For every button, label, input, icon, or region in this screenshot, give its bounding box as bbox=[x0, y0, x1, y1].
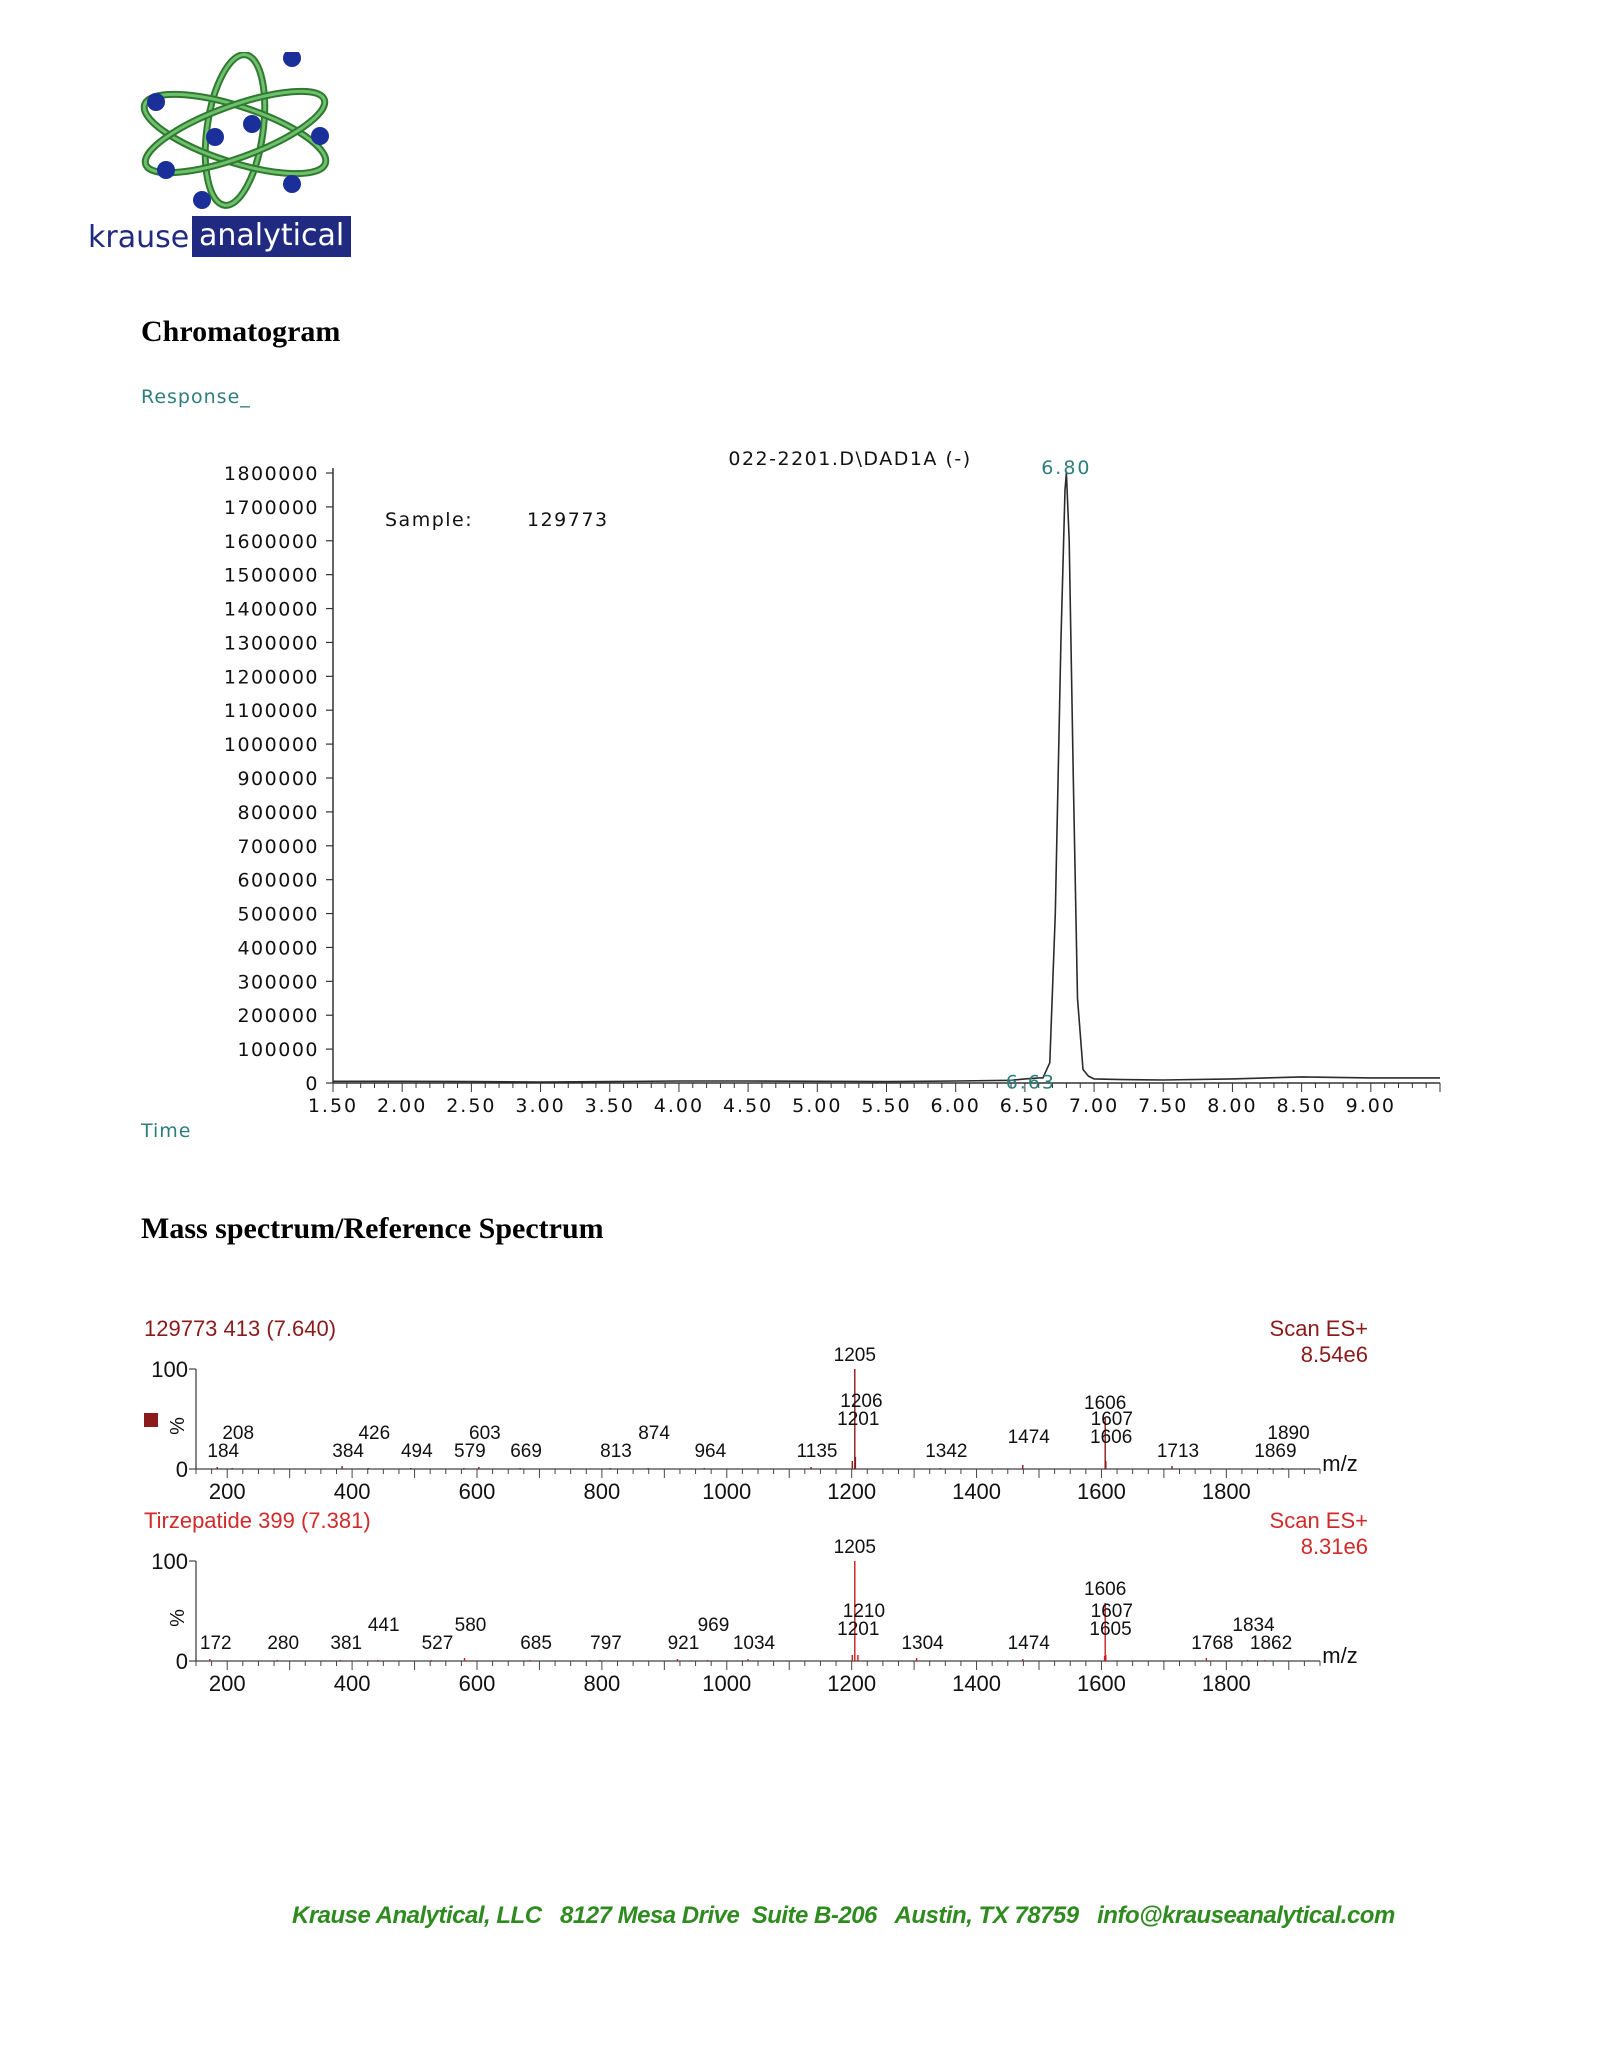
y-axis-label: % bbox=[167, 1609, 189, 1627]
y-tick-label: 1000000 bbox=[223, 734, 319, 757]
chromatogram-chart bbox=[0, 430, 1600, 1130]
peak-label: 1210 bbox=[842, 1601, 886, 1622]
x-tick-label: 9.00 bbox=[1345, 1095, 1396, 1117]
peak-label: 685 bbox=[520, 1633, 552, 1654]
peak-label: 921 bbox=[667, 1633, 700, 1654]
x-tick-label: 1600 bbox=[1076, 1479, 1126, 1500]
peak-label: 172 bbox=[199, 1633, 232, 1654]
peak-label: 527 bbox=[421, 1633, 454, 1654]
peak-label: 1205 bbox=[833, 1537, 876, 1558]
sample-id: 129773 bbox=[527, 509, 609, 531]
peak-label: 1034 bbox=[732, 1633, 776, 1654]
x-tick-label: 4.00 bbox=[653, 1095, 705, 1117]
x-axis-label: m/z bbox=[1322, 1643, 1358, 1668]
peak-label: 1474 bbox=[1007, 1427, 1050, 1448]
y-tick-label: 1300000 bbox=[223, 632, 319, 655]
peak-label: 494 bbox=[400, 1441, 433, 1462]
peak-label: 280 bbox=[267, 1633, 300, 1654]
peak-label: 1607 bbox=[1090, 1409, 1133, 1430]
x-tick-label: 8.50 bbox=[1276, 1095, 1327, 1117]
brand-name-right: analytical bbox=[192, 216, 351, 257]
x-tick-label: 800 bbox=[583, 1479, 621, 1500]
peak-label: 1869 bbox=[1254, 1441, 1297, 1462]
peak-label: 1834 bbox=[1232, 1615, 1275, 1636]
y-tick-label: 100000 bbox=[237, 1039, 319, 1062]
y-axis-label: % bbox=[167, 1417, 189, 1435]
y-tick-label: 1100000 bbox=[223, 700, 319, 723]
scan-mode: Scan ES+ bbox=[1269, 1316, 1368, 1341]
y-tick-label: 300000 bbox=[237, 971, 319, 994]
x-tick-label: 2.00 bbox=[377, 1095, 428, 1117]
peak-label: 6.80 bbox=[1041, 457, 1092, 479]
x-tick-label: 1400 bbox=[952, 1671, 1002, 1692]
peak-label: 964 bbox=[694, 1441, 727, 1462]
peak-label: 1135 bbox=[796, 1441, 838, 1462]
x-tick-label: 1800 bbox=[1201, 1671, 1251, 1692]
peak-label: 1304 bbox=[901, 1633, 944, 1654]
y-tick-label: 600000 bbox=[237, 869, 319, 892]
brand-name-left: krause bbox=[88, 220, 190, 255]
reference-mass-spectrum bbox=[0, 1492, 1600, 1692]
peak-label: 797 bbox=[590, 1633, 622, 1654]
chart-title: 022-2201.D\DAD1A (-) bbox=[728, 448, 972, 470]
peak-label: 603 bbox=[469, 1423, 501, 1444]
x-tick-label: 3.50 bbox=[584, 1095, 635, 1117]
intensity-value: 8.31e6 bbox=[1300, 1534, 1368, 1559]
y-tick-label: 0 bbox=[175, 1649, 188, 1674]
peak-label: 813 bbox=[600, 1441, 632, 1462]
peak-label: 579 bbox=[454, 1441, 486, 1462]
peak-label: 1606 bbox=[1090, 1427, 1133, 1448]
scan-mode: Scan ES+ bbox=[1269, 1508, 1368, 1533]
footer-contact bbox=[292, 1902, 1395, 1930]
x-tick-label: 1400 bbox=[952, 1479, 1002, 1500]
peak-label: 1606 bbox=[1084, 1579, 1127, 1600]
peak-label: 384 bbox=[332, 1441, 364, 1462]
x-tick-label: 600 bbox=[458, 1479, 496, 1500]
x-tick-label: 200 bbox=[208, 1479, 246, 1500]
y-tick-label: 0 bbox=[175, 1457, 188, 1482]
y-tick-label: 1800000 bbox=[223, 463, 319, 485]
peak-label: 426 bbox=[358, 1423, 391, 1444]
peak-label: 381 bbox=[330, 1633, 363, 1654]
x-tick-label: 200 bbox=[208, 1671, 246, 1692]
y-tick-label: 1200000 bbox=[223, 666, 319, 689]
x-tick-label: 6.00 bbox=[930, 1095, 981, 1117]
peak-label: 1201 bbox=[837, 1409, 880, 1430]
peak-label: 1206 bbox=[840, 1391, 883, 1412]
x-tick-label: 4.50 bbox=[722, 1095, 774, 1117]
peak-label: 184 bbox=[207, 1441, 240, 1462]
chromatogram-heading: Chromatogram bbox=[141, 315, 341, 348]
atom-logo-icon bbox=[130, 52, 340, 212]
x-tick-label: 3.00 bbox=[515, 1095, 566, 1117]
x-tick-label: 1600 bbox=[1076, 1671, 1126, 1692]
y-tick-label: 800000 bbox=[237, 801, 319, 824]
y-tick-label: 700000 bbox=[237, 835, 319, 858]
company-logo bbox=[88, 52, 380, 267]
peak-label: 669 bbox=[510, 1441, 542, 1462]
x-tick-label: 1000 bbox=[702, 1671, 752, 1692]
y-tick-label: 0 bbox=[305, 1073, 319, 1095]
x-tick-label: 2.50 bbox=[446, 1095, 497, 1117]
peak-label: 1606 bbox=[1084, 1393, 1127, 1414]
peak-label: 1768 bbox=[1191, 1633, 1234, 1654]
peak-label: 580 bbox=[454, 1615, 487, 1636]
peak-label: 1605 bbox=[1089, 1619, 1132, 1640]
peak-label: 969 bbox=[697, 1615, 730, 1636]
footer-city: Austin, TX 78759 bbox=[894, 1902, 1079, 1929]
x-tick-label: 1800 bbox=[1201, 1479, 1251, 1500]
chromatogram-trace bbox=[333, 473, 1440, 1082]
spectrum-name: Tirzepatide 399 (7.381) bbox=[144, 1508, 371, 1533]
peak-label: 874 bbox=[638, 1423, 670, 1444]
y-tick-label: 900000 bbox=[237, 768, 319, 790]
x-axis-label: m/z bbox=[1322, 1451, 1358, 1476]
peak-label: 1342 bbox=[925, 1441, 968, 1462]
y-tick-label: 400000 bbox=[237, 937, 319, 960]
peak-label: 1607 bbox=[1090, 1601, 1133, 1622]
spectrum-name: 129773 413 (7.640) bbox=[144, 1316, 337, 1341]
x-tick-label: 5.00 bbox=[792, 1095, 843, 1117]
y-tick-label: 100 bbox=[151, 1357, 188, 1382]
sample-label: Sample: bbox=[385, 509, 474, 531]
mass-spectrum-heading: Mass spectrum/Reference Spectrum bbox=[141, 1212, 604, 1245]
spectrum-marker-icon bbox=[144, 1413, 158, 1427]
y-tick-label: 500000 bbox=[237, 903, 319, 926]
peak-label: 1890 bbox=[1267, 1423, 1310, 1444]
time-label: Time bbox=[141, 1120, 192, 1142]
footer-suite: Suite B-206 bbox=[751, 1902, 877, 1929]
x-tick-label: 1200 bbox=[827, 1479, 877, 1500]
peak-label: 1201 bbox=[837, 1619, 880, 1640]
footer-address: 8127 Mesa Drive bbox=[560, 1902, 740, 1929]
peak-label: 1862 bbox=[1249, 1633, 1293, 1654]
x-tick-label: 6.50 bbox=[999, 1095, 1051, 1117]
x-tick-label: 7.00 bbox=[1068, 1095, 1120, 1117]
x-tick-label: 1.50 bbox=[307, 1095, 359, 1117]
y-tick-label: 1500000 bbox=[223, 564, 319, 587]
footer-email: info@krauseanalytical.com bbox=[1097, 1902, 1395, 1929]
intensity-value: 8.54e6 bbox=[1300, 1342, 1368, 1367]
x-tick-label: 400 bbox=[333, 1479, 371, 1500]
x-tick-label: 400 bbox=[333, 1671, 371, 1692]
x-tick-label: 5.50 bbox=[861, 1095, 912, 1117]
x-tick-label: 7.50 bbox=[1138, 1095, 1189, 1117]
y-tick-label: 1700000 bbox=[223, 496, 319, 519]
x-tick-label: 1000 bbox=[702, 1479, 752, 1500]
x-tick-label: 8.00 bbox=[1207, 1095, 1258, 1117]
response-label: Response_ bbox=[141, 386, 251, 408]
sample-mass-spectrum bbox=[0, 1300, 1600, 1500]
y-tick-label: 1600000 bbox=[223, 530, 319, 553]
y-tick-label: 200000 bbox=[237, 1005, 319, 1028]
peak-label: 1474 bbox=[1007, 1633, 1050, 1654]
peak-label: 441 bbox=[367, 1615, 400, 1636]
peak-label: 208 bbox=[222, 1423, 255, 1444]
y-tick-label: 100 bbox=[151, 1549, 188, 1574]
peak-label: 1713 bbox=[1156, 1441, 1200, 1462]
x-tick-label: 800 bbox=[583, 1671, 621, 1692]
peak-label: 6.63 bbox=[1005, 1071, 1057, 1094]
y-tick-label: 1400000 bbox=[223, 598, 319, 621]
peak-label: 1205 bbox=[833, 1345, 876, 1366]
x-tick-label: 600 bbox=[458, 1671, 496, 1692]
footer-company: Krause Analytical, LLC bbox=[292, 1902, 542, 1929]
x-tick-label: 1200 bbox=[827, 1671, 877, 1692]
